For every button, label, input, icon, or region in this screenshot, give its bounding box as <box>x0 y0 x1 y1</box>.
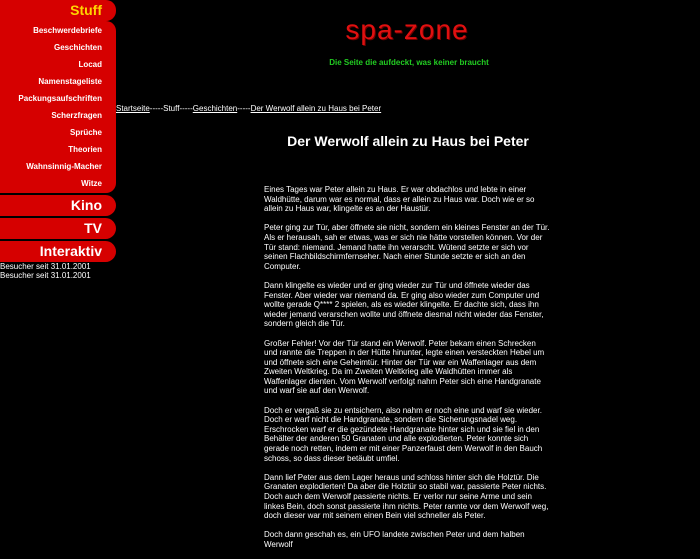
article-paragraph: Eines Tages war Peter allein zu Haus. Er war obdachlos und lebte in einer Waldhütte, darum war es normal, dass er allein zu Haus war. Doch wie er so allein zu Haus war, klingelte es an der Haustür. <box>264 185 535 214</box>
article-paragraph: Dann klingelte es wieder und er ging wieder zur Tür und öffnete wieder das Fenster. Aber wieder war niemand da. Er ging also wieder zum Computer und wollte gerade Q**** 2 spielen, als es wieder klingelte. Er dachte sich, dass ihn wieder jemand verarschen wollte und öffnete diesmal nicht wieder das Fenster, sondern gleich die Tür. <box>264 280 544 329</box>
breadcrumb <box>116 104 381 113</box>
sidebar-item-namenstageliste[interactable]: Namenstageliste <box>38 77 102 86</box>
sidebar-item-beschwerdebriefe[interactable]: Beschwerdebriefe <box>33 26 102 35</box>
nav-stuff-submenu <box>0 21 116 193</box>
breadcrumb-separator: ----- <box>179 104 193 113</box>
article-title: Der Werwolf allein zu Haus bei Peter <box>287 133 529 149</box>
breadcrumb-geschichten[interactable]: Geschichten <box>192 104 238 113</box>
site-tagline: Die Seite die aufdeckt, was keiner braucht <box>329 58 489 67</box>
breadcrumb-separator: ----- <box>237 104 251 113</box>
breadcrumb-separator: ----- <box>149 104 164 113</box>
sidebar-item-sprueche[interactable]: Sprüche <box>69 128 102 137</box>
nav-stuff-header[interactable] <box>0 0 116 21</box>
nav-stuff-label[interactable]: Stuff <box>70 2 102 18</box>
nav-kino[interactable]: Kino <box>0 195 116 216</box>
sidebar-item-scherzfragen[interactable]: Scherzfragen <box>51 111 102 120</box>
visitor-counter: Besucher seit 31.01.2001 <box>0 271 91 280</box>
article-body <box>264 185 551 559</box>
visitor-counter: Besucher seit 31.01.2001 <box>0 262 91 271</box>
sidebar-item-geschichten[interactable]: Geschichten <box>53 43 102 52</box>
nav-interaktiv[interactable]: Interaktiv <box>0 241 116 262</box>
nav-tv[interactable]: TV <box>0 218 116 239</box>
article-paragraph: Doch er vergaß sie zu entsichern, also nahm er noch eine und warf sie wieder. Doch er warf nicht die Handgranate, sondern die Sicherungsnadel weg. Erschrocken warf er die gezündete Handgranate hinter sich und sie fiel in den Behälter der anderen 50 Granaten und alle explodierten. Peter konnte sich gerade noch retten, indem er mit einer Panzerfaust dem Werwolf in den Bauch schoss, so dass dieser betäubt umfiel. <box>264 405 543 463</box>
sidebar-nav <box>0 0 116 280</box>
article-paragraph: Peter ging zur Tür, aber öffnete sie nicht, sondern ein kleines Fenster an der Tür. Als er herausah, sah er etwas, was er sich nie hätte vorstellen können. Vor der Tür stand: niemand. Jemand hatte ihn verarscht. Wütend setzte er sich vor seinen Flachbildschirmfernseher. Nach einer Stunde setzte er sich an den Computer. <box>264 223 550 271</box>
sidebar-item-locad[interactable]: Locad <box>78 60 102 69</box>
article-paragraph: Doch dann geschah es, ein UFO landete zwischen Peter und dem halben Werwolf <box>264 530 525 549</box>
sidebar-item-witze[interactable]: Witze <box>81 179 102 188</box>
article-paragraph: Dann lief Peter aus dem Lager heraus und schloss hinter sich die Holztür. Die Granaten explodierten! Da aber die Holztür so stabil war, passierte Peter nichts. Doch auch dem Werwolf passierte nichts. Er verlor nur seine Arme und sein linkes Bein, doch sonst passierte ihm nichts. Peter rannte vor dem Werwolf weg, doch dieser war mit seinem einen Bein viel schneller als Peter. <box>264 472 549 521</box>
site-logo: spa-zone <box>345 14 469 45</box>
sidebar-item-packungsaufschriften[interactable]: Packungsaufschriften <box>18 94 102 103</box>
sidebar-item-theorien[interactable]: Theorien <box>68 145 102 154</box>
breadcrumb-stuff: Stuff <box>163 104 180 113</box>
breadcrumb-startseite[interactable]: Startseite <box>116 104 150 113</box>
sidebar-item-wahnsinnig-macher[interactable]: Wahnsinnig-Macher <box>26 162 102 171</box>
article-paragraph: Großer Fehler! Vor der Tür stand ein Werwolf. Peter bekam einen Schrecken und rannte die Treppen in der Hütte hinunter, legte einen versteckten Hebel um und öffnete sich eine Geheimtür. Hinter der Tür war ein Waffenlager aus dem Zweiten Weltkrieg. Da im Zweiten Weltkrieg alle Waldhütten immer als Waffenlager dienten. Vom Werwolf verfolgt nahm Peter sich eine Handgranate und warf sie auf den Werwolf. <box>264 338 545 396</box>
breadcrumb-current[interactable]: Der Werwolf allein zu Haus bei Peter <box>250 104 382 113</box>
